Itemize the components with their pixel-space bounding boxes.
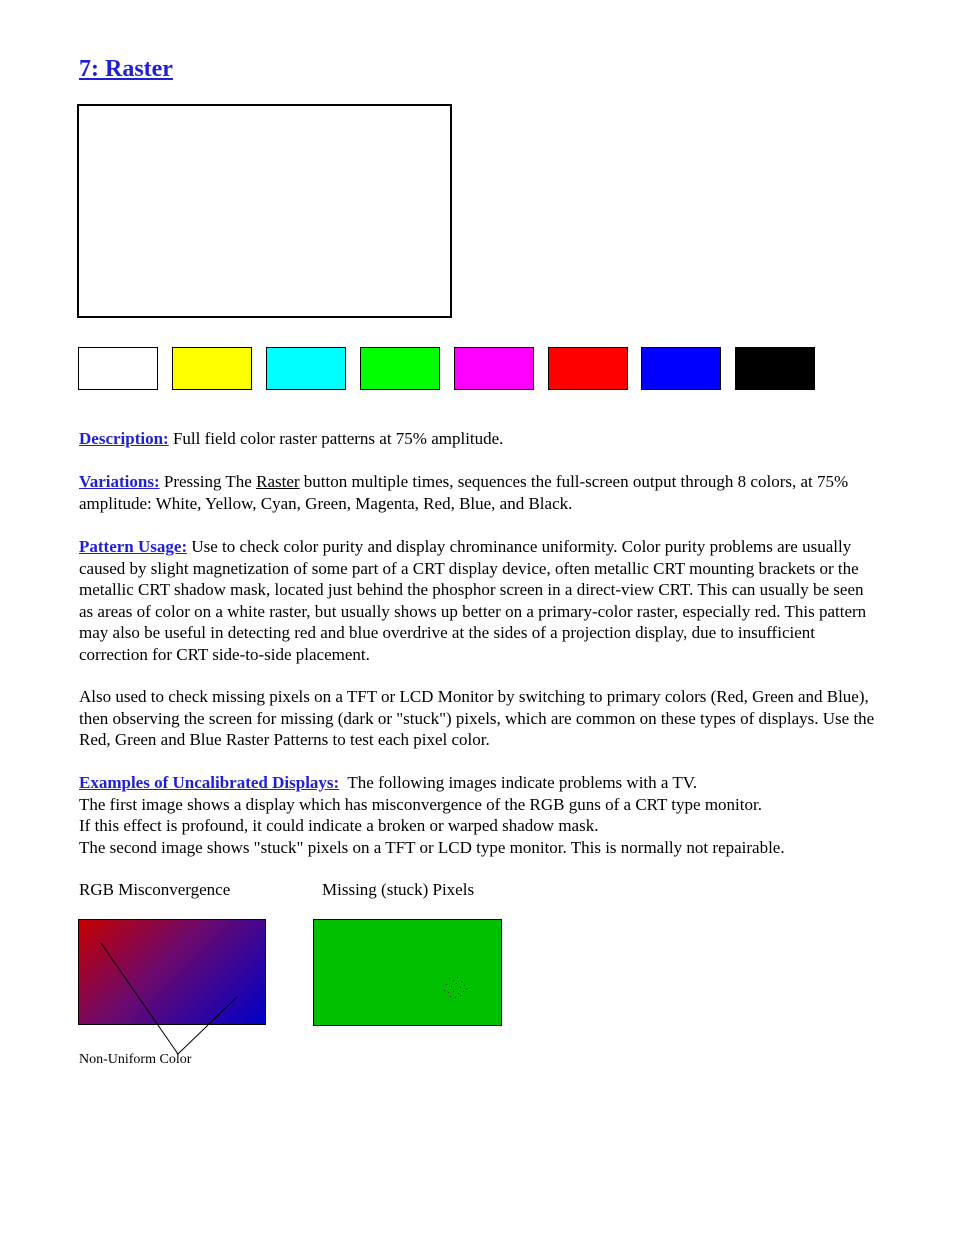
examples-line-4: The second image shows "stuck" pixels on a TFT or LCD type monitor. This is normally not repairable. — [79, 837, 785, 857]
examples-link[interactable]: Examples of Uncalibrated Displays: — [79, 773, 340, 792]
variations-link[interactable]: Variations: — [79, 472, 160, 491]
also-used-paragraph: Also used to check missing pixels on a TFT or LCD Monitor by switching to primary colors (Red, Green and Blue), then observing the screen for missing (dark or "stuck") pixels, which are common on these types of displays. Use the Red, Green and Blue Raster Patterns to test each pixel color. — [79, 687, 875, 749]
pointer-line-right — [178, 997, 237, 1054]
description-link[interactable]: Description: — [79, 429, 169, 448]
variations-text-before: Pressing The — [159, 472, 257, 491]
pattern-usage-text: Use to check color purity and display chrominance uniformity. Color purity problems are usually caused by slight magnetization of some part of a CRT display device, often metallic CRT mounting brackets or the metallic CRT shadow mask, located just behind the phosphor screen in a direct-view CRT. This can usually be seen as areas of color on a white raster, but usually shows up better on a primary-color raster, especially red. This pattern may also be useful in detecting red and blue overdrive at the sides of a projection display, due to insufficient correction for CRT side-to-side placement. — [79, 537, 867, 664]
examples-line-1: The following images indicate problems with a TV. — [339, 773, 698, 792]
examples-line-2: The first image shows a display which has misconvergence of the RGB guns of a CRT type monitor. — [79, 794, 762, 814]
stuck-pixels-caption: Missing (stuck) Pixels — [322, 880, 475, 899]
stuck-pixel-cluster — [444, 977, 467, 998]
variations-text-after: button multiple times, sequences the full-screen output through 8 colors, at 75% amplitude: White, Yellow, Cyan, Green, Magenta, Red, Blue, and Black. — [79, 472, 849, 513]
pointer-line-left — [101, 943, 178, 1054]
page-title[interactable]: 7: Raster — [79, 56, 173, 82]
examples-line-3: If this effect is profound, it could indicate a broken or warped shadow mask. — [79, 816, 599, 835]
raster-button-name: Raster — [256, 472, 300, 491]
non-uniform-color-note: Non-Uniform Color — [79, 1052, 192, 1067]
rgb-misconvergence-caption: RGB Misconvergence — [79, 880, 231, 899]
pattern-usage-link[interactable]: Pattern Usage: — [79, 537, 188, 556]
description-text: Full field color raster patterns at 75% amplitude. — [168, 429, 504, 448]
